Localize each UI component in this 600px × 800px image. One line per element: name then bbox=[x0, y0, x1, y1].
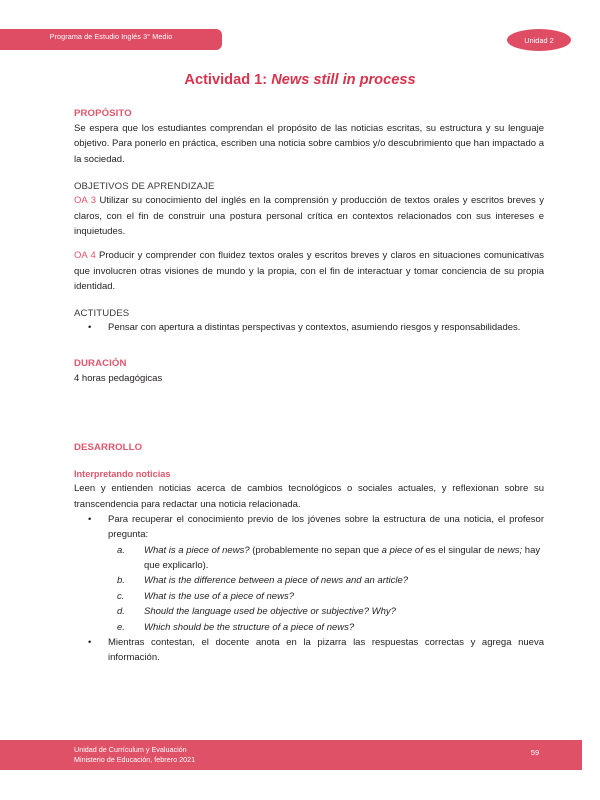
question-roman-1: (probablemente no sepan que bbox=[249, 544, 382, 556]
page-number: 59 bbox=[530, 748, 540, 757]
list-item: • Pensar con apertura a distintas perspectivas y contextos, asumiendo riesgos y responsabilidades. bbox=[74, 320, 544, 335]
page-title-name: News still in process bbox=[267, 72, 416, 88]
list-item bbox=[74, 604, 544, 619]
oa3-paragraph bbox=[74, 193, 544, 239]
unit-badge-label: Unidad 2 bbox=[524, 35, 554, 45]
list-marker: d. bbox=[117, 606, 125, 618]
proposito-heading: PROPÓSITO bbox=[74, 108, 132, 119]
duracion-heading: DURACIÓN bbox=[74, 357, 127, 369]
desarrollo-subheading: Interpretando noticias bbox=[74, 469, 171, 480]
list-marker: b. bbox=[117, 575, 125, 587]
objetivos-heading: OBJETIVOS DE APRENDIZAJE bbox=[74, 181, 215, 193]
footer-text bbox=[74, 745, 195, 765]
list-item bbox=[74, 589, 544, 604]
question-italic: Which should be the structure of a piece of news? bbox=[144, 621, 355, 633]
question-italic-2: a piece of bbox=[381, 544, 423, 556]
list-marker: e. bbox=[117, 621, 125, 633]
actitudes-list bbox=[74, 320, 544, 335]
list-marker: c. bbox=[117, 590, 125, 602]
desarrollo-bullet-list bbox=[74, 512, 544, 543]
question-italic: What is the difference between a piece of news and an article? bbox=[144, 575, 409, 587]
list-item: • Para recuperar el conocimiento previo de los jóvenes sobre la estructura de una noticia, el profesor pregunta: bbox=[74, 512, 544, 543]
oa4-text: Producir y comprender con fluidez textos orales y escritos breves y claros en situaciones comunicativas que involucren otras visiones de mundo y la propia, con el fin de interactuar y tomar conciencia de su propia identidad. bbox=[74, 250, 545, 292]
page-title-prefix: Actividad 1: bbox=[184, 72, 268, 88]
list-item: • Mientras contestan, el docente anota en la pizarra las respuestas correctas y agrega nueva información. bbox=[74, 635, 544, 666]
question-italic: What is a piece of news? bbox=[144, 544, 250, 556]
list-item bbox=[74, 620, 544, 635]
proposito-text: Se espera que los estudiantes comprendan el propósito de las noticias escritas, su estructura y su lenguaje objetivo. Para ponerlo en práctica, escriben una noticia sobre cambios y/o descubrimiento que han impactado a la sociedad. bbox=[74, 123, 544, 165]
list-marker: a. bbox=[117, 544, 125, 556]
question-italic-3: news; bbox=[497, 544, 523, 556]
actitudes-heading: ACTITUDES bbox=[74, 308, 130, 320]
teacher-questions-list bbox=[74, 543, 544, 635]
question-italic: What is the use of a piece of news? bbox=[144, 590, 294, 602]
program-header-label: Programa de Estudio Inglés 3° Medio bbox=[49, 32, 173, 41]
unit-badge bbox=[507, 29, 571, 51]
oa3-tag: OA 3 bbox=[74, 195, 96, 207]
question-italic: Should the language used be objective or subjective? Why? bbox=[144, 606, 396, 618]
desarrollo-bullet-list-2 bbox=[74, 635, 544, 666]
desarrollo-heading: DESARROLLO bbox=[74, 442, 143, 454]
question-roman-3: hay que explicarlo). bbox=[144, 544, 541, 571]
question-roman-2: es el singular de bbox=[422, 544, 498, 556]
document-content bbox=[74, 108, 544, 666]
list-item bbox=[74, 543, 544, 574]
desarrollo-intro: Leen y entienden noticias acerca de cambios tecnológicos o sociales actuales, y reflexionan sobre su transcendencia para redactar una noticia relacionada. bbox=[74, 483, 544, 510]
page-title bbox=[0, 72, 600, 88]
duracion-text: 4 horas pedagógicas bbox=[74, 372, 163, 384]
oa4-paragraph bbox=[74, 248, 544, 294]
oa4-tag: OA 4 bbox=[74, 250, 96, 262]
footer-line-1: Unidad de Currículum y Evaluación bbox=[74, 745, 187, 754]
oa3-text: Utilizar su conocimiento del inglés en la comprensión y producción de textos orales y escritos breves y claros, con el fin de construir una postura personal crítica en contextos relacionados con sus intereses e inquietudes. bbox=[74, 195, 545, 237]
list-item bbox=[74, 573, 544, 588]
footer-line-2: Ministerio de Educación, febrero 2021 bbox=[74, 755, 196, 765]
